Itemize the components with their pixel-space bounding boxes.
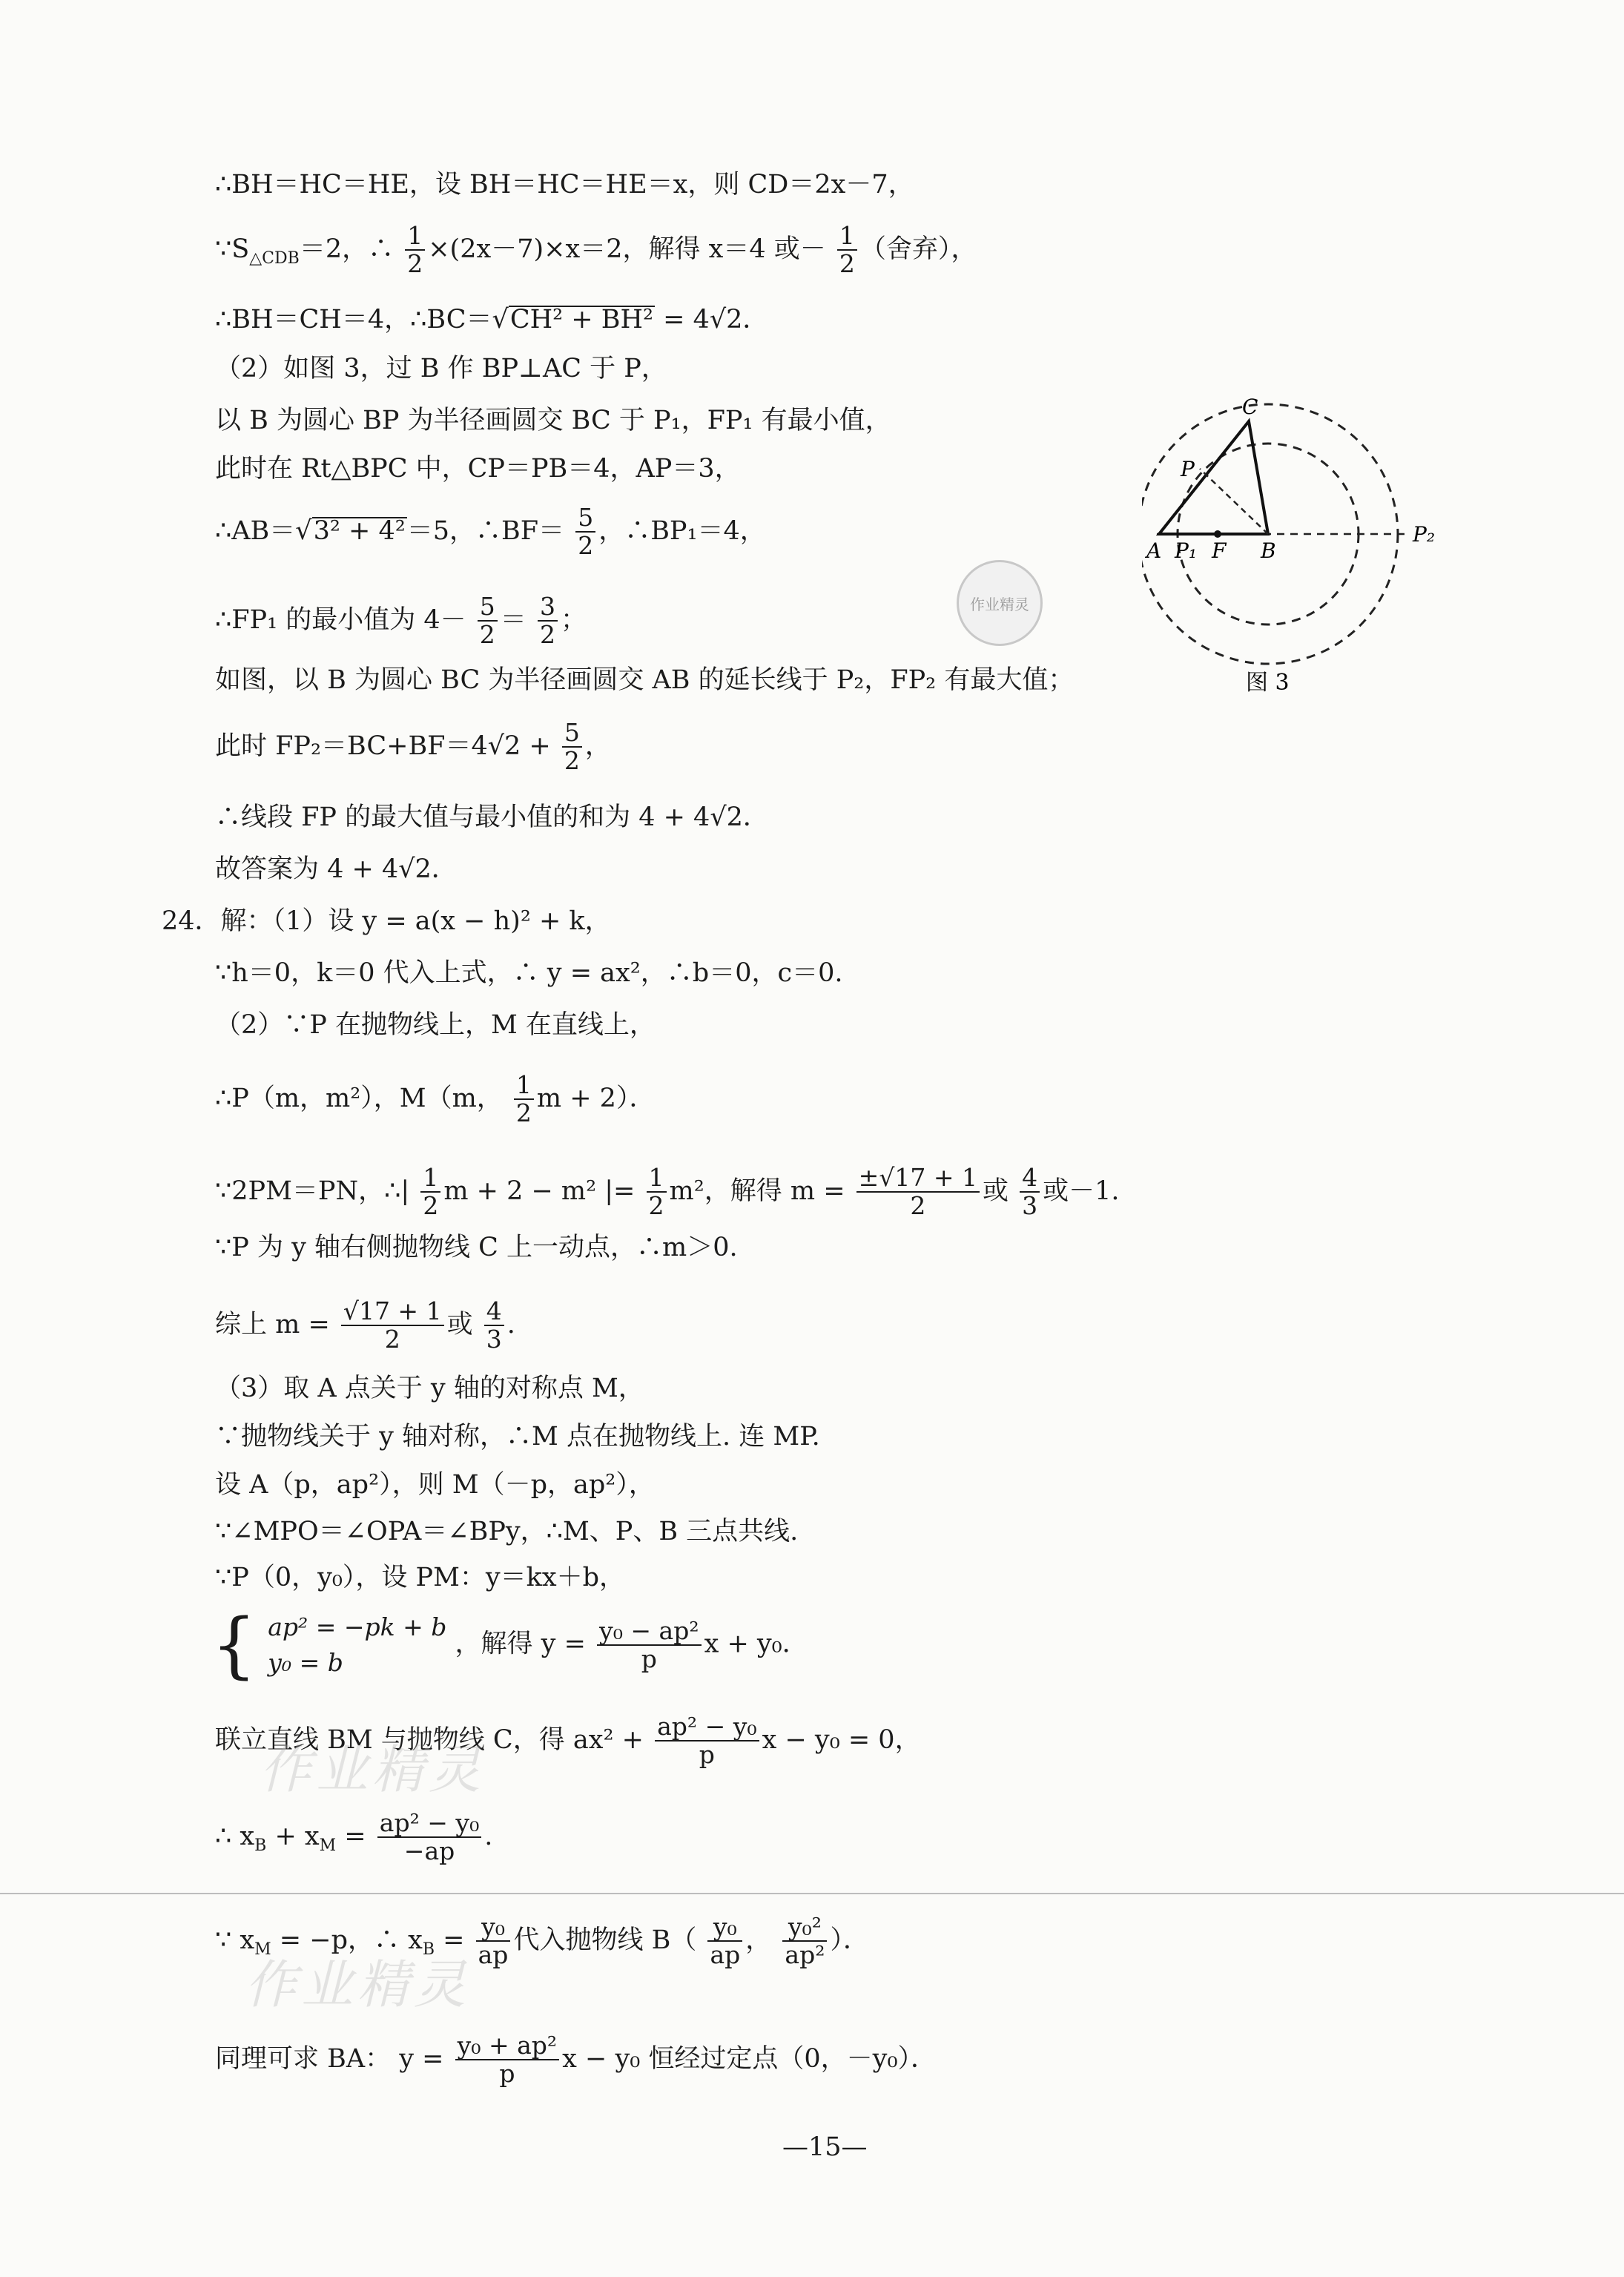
solution-line-6: 此时在 Rt△BPC 中，CP＝PB＝4，AP＝3， xyxy=(215,454,741,484)
problem-24-header: 24．解：（1）设 y = a(x − h)² + k， xyxy=(162,906,611,936)
fraction: $\frac{\text{y₀ + ap²}}{p}$ xyxy=(455,2032,560,2088)
solution-line-28: ∵ $x_M = -p$，∴ $x_B$ = $\frac{\text{y₀}}{ap}$ 代入抛物线 B（ $\frac{\text{y₀}}{ap}$ ， $\frac{\text{y₀²}}{\text{ap²}}$ ）． xyxy=(215,1912,869,1970)
solution-line-26: 联立直线 BM 与抛物线 C，得 ax² + $\frac{\text{ap² − y₀}}{p}$ x − y₀ = 0， xyxy=(215,1712,921,1770)
fraction: $\frac{√17 + 1}{2}$ xyxy=(341,1298,444,1354)
solution-line-23: ∵∠MPO＝∠OPA＝∠BPy，∴M、P、B 三点共线. xyxy=(215,1517,799,1546)
label-b: B xyxy=(1261,538,1276,563)
fraction: $\frac{\text{y₀}}{ap}$ xyxy=(476,1914,511,1969)
solution-line-12: 故答案为 4 + 4√2． xyxy=(215,854,458,884)
solution-line-16: ∴P（m，m²），M（m， $\frac{1}{2}$ m + 2）． xyxy=(215,1070,656,1128)
solution-line-24: ∵P（0，y₀），设 PM：y＝kx＋b， xyxy=(215,1563,626,1592)
fraction: $\frac{1}{2}$ xyxy=(420,1164,440,1220)
solution-line-15: （2）∵P 在抛物线上，M 在直线上， xyxy=(215,1010,656,1040)
label-p2: P₂ xyxy=(1413,522,1436,547)
solution-line-29: 同理可求 BA： y = $\frac{\text{y₀ + ap²}}{p}$ x − y₀ 恒经过定点（0，－y₀）． xyxy=(215,2031,937,2089)
solution-line-22: 设 A（p，ap²），则 M（－p，ap²）， xyxy=(215,1470,655,1500)
label-a: A xyxy=(1146,538,1162,563)
left-brace: { xyxy=(211,1604,257,1687)
solution-line-25: { ap² = −pk + b y₀ = b ，解得 y = $\frac{\text{y₀ − ap²}}{p}$ x + y₀． xyxy=(211,1604,808,1687)
fraction: $\frac{5}{2}$ xyxy=(478,593,498,649)
stamp: 作业精灵 xyxy=(957,560,1043,646)
fraction: $\frac{\pm√17 + 1}{2}$ xyxy=(856,1164,980,1220)
solution-line-18: ∵P 为 y 轴右侧抛物线 C 上一动点，∴m＞0. xyxy=(215,1233,738,1262)
solution-line-4: （2）如图 3，过 B 作 BP⊥AC 于 P， xyxy=(215,354,667,383)
figure-3 xyxy=(1142,386,1468,697)
solution-line-2: $\because S_{\triangle CDB}=2$，∴ $\frac{1}{2}$ ×(2x－7)×x＝2，解得 x＝4 或－ $\frac{1}{2}$ （舍弃）， xyxy=(215,221,977,279)
fraction: $\frac{\text{ap² − y₀}}{-ap}$ xyxy=(377,1810,482,1865)
figure-caption: 图 3 xyxy=(1246,670,1290,696)
solution-line-10: 此时 FP₂＝BC+BF＝4√2 + $\frac{5}{2}$ ， xyxy=(215,718,611,776)
fraction: $\frac{4}{3}$ xyxy=(484,1298,504,1354)
fraction: $\frac{1}{2}$ xyxy=(837,223,857,278)
fraction: $\frac{1}{2}$ xyxy=(647,1164,667,1220)
solution-line-17: ∵2PM＝PN，∴| $\frac{1}{2}$ m + 2 − m² |= $\frac{1}{2}$ m²，解得 m = $\frac{\pm√17 + 1}{2}$ 或 $\frac{4}{3}$ 或－1. xyxy=(215,1163,1120,1221)
fraction: $\frac{5}{2}$ xyxy=(575,504,595,560)
fraction: $\frac{1}{2}$ xyxy=(405,223,425,278)
solution-line-11: ∴线段 FP 的最大值与最小值的和为 4 + 4√2． xyxy=(215,803,769,832)
watermark: 作业精灵 xyxy=(245,1954,470,2015)
fraction: $\frac{\text{y₀ − ap²}}{p}$ xyxy=(597,1618,702,1673)
watermark: 作业精灵 xyxy=(260,1739,485,1800)
page-number: —15— xyxy=(782,2132,868,2162)
fraction: $\frac{4}{3}$ xyxy=(1020,1164,1040,1220)
solution-line-9: 如图，以 B 为圆心 BC 为半径画圆交 AB 的延长线于 P₂，FP₂ 有最大值； xyxy=(215,665,1075,695)
page-break-divider xyxy=(0,1893,1624,1894)
solution-line-7: ∴AB＝√3² + 4²＝5，∴BF＝ $\frac{5}{2}$ ，∴BP₁＝4， xyxy=(215,503,766,561)
fraction: $\frac{5}{2}$ xyxy=(562,719,582,775)
fraction: $\frac{\text{ap² − y₀}}{p}$ xyxy=(655,1713,759,1769)
point-f xyxy=(1214,530,1221,538)
label-f: F xyxy=(1212,538,1227,563)
equation-system: ap² = −pk + b y₀ = b xyxy=(268,1612,447,1677)
fraction: $\frac{3}{2}$ xyxy=(538,593,558,649)
solution-line-14: ∵h＝0，k＝0 代入上式，∴ y = ax²，∴b＝0，c＝0. xyxy=(215,958,843,988)
label-p1: P₁ xyxy=(1175,538,1198,563)
solution-line-1: ∴BH＝HC＝HE，设 BH＝HC＝HE＝x，则 CD＝2x－7， xyxy=(215,170,914,200)
solution-line-3: ∴BH＝CH＝4，∴BC＝√CH² + BH² = 4√2． xyxy=(215,305,769,335)
label-p: P xyxy=(1181,457,1195,481)
solution-line-5: 以 B 为圆心 BP 为半径画圆交 BC 于 P₁，FP₁ 有最小值， xyxy=(215,406,891,435)
solution-line-21: ∵抛物线关于 y 轴对称，∴M 点在抛物线上. 连 MP. xyxy=(215,1422,820,1451)
label-c: C xyxy=(1242,395,1258,419)
fraction: $\frac{\text{y₀²}}{\text{ap²}}$ xyxy=(782,1914,827,1969)
fraction: $\frac{\text{y₀}}{ap}$ xyxy=(707,1914,742,1969)
solution-line-19: 综上 m = $\frac{√17 + 1}{2}$ 或 $\frac{4}{3}$ . xyxy=(215,1296,515,1354)
fraction: $\frac{1}{2}$ xyxy=(514,1072,534,1127)
solution-line-27: ∴ $x_B + x_M$ = $\frac{\text{ap² − y₀}}{-ap}$ . xyxy=(215,1808,493,1866)
solution-line-20: （3）取 A 点关于 y 轴的对称点 M， xyxy=(215,1374,644,1403)
solution-line-8: ∴FP₁ 的最小值为 4－ $\frac{5}{2}$ ＝ $\frac{3}{2}$ ； xyxy=(215,592,587,650)
